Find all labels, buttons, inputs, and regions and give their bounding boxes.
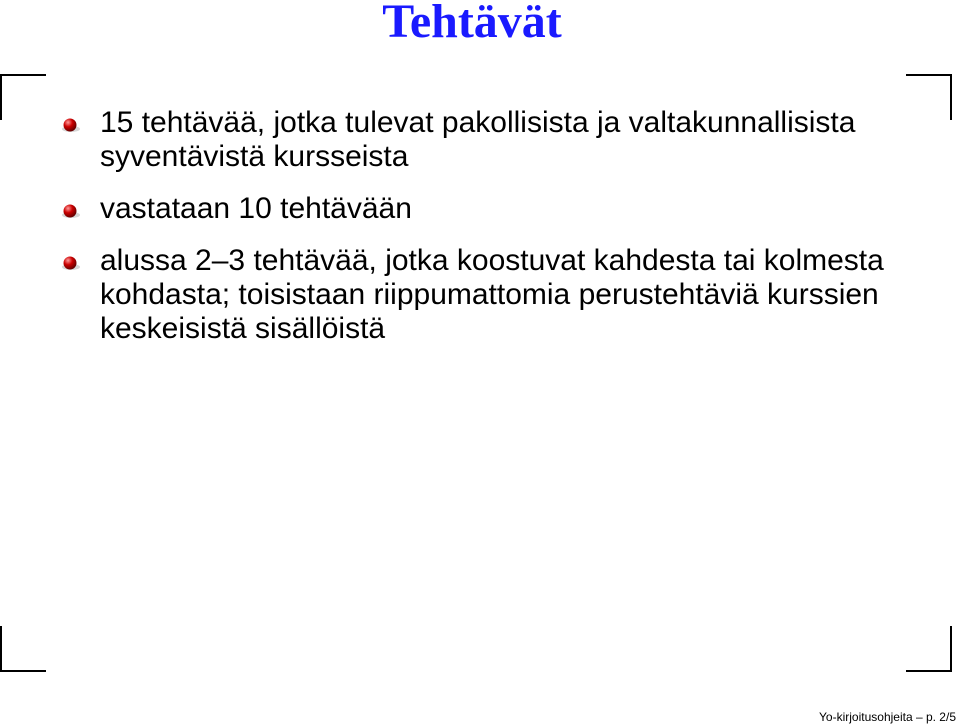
footer-page-info: Yo-kirjoitusohjeita – p. 2/5 bbox=[819, 710, 956, 724]
red-ball-bullet-icon bbox=[56, 256, 80, 270]
bullet-text: vastataan 10 tehtävään bbox=[100, 192, 412, 225]
red-ball-bullet-icon bbox=[56, 118, 80, 132]
bullet-item bbox=[56, 192, 916, 226]
frame-corner-bottom-right bbox=[906, 626, 952, 672]
frame-corner-bottom-left bbox=[0, 626, 46, 672]
slide-title: Tehtävät bbox=[382, 0, 562, 48]
frame-corner-top-left bbox=[0, 74, 46, 120]
bullet-item bbox=[56, 244, 916, 346]
bullet-text: alussa 2–3 tehtävää, jotka koostuvat kahdesta tai kolmesta kohdasta; toisistaan riippumattomia perustehtäviä kurssien keskeisistä sisällöistä bbox=[100, 244, 884, 345]
red-ball-bullet-icon bbox=[56, 204, 80, 218]
bullet-list bbox=[56, 106, 916, 364]
bullet-text: 15 tehtävää, jotka tulevat pakollisista ja valtakunnallisista syventävistä kursseista bbox=[100, 106, 856, 173]
bullet-item bbox=[56, 106, 916, 174]
